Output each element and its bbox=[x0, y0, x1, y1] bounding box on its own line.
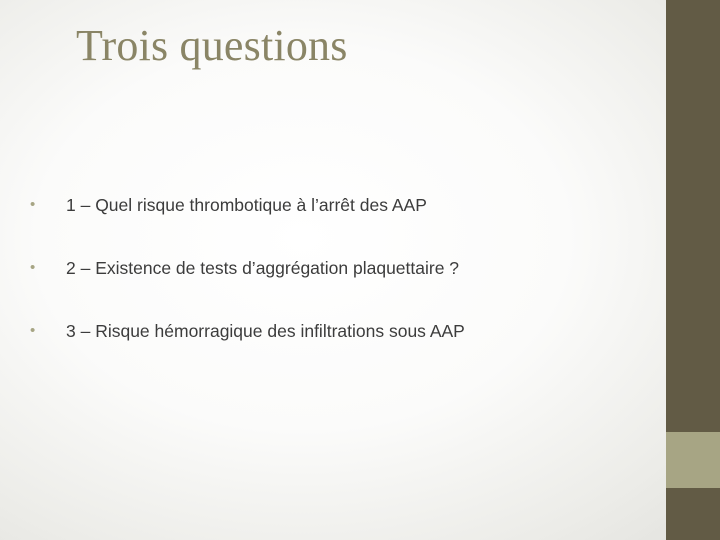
bullet-dot-icon: • bbox=[30, 259, 36, 276]
bullet-dot-icon: • bbox=[30, 196, 36, 213]
side-accent-block bbox=[666, 432, 720, 488]
bullet-text: 1 – Quel risque thrombotique à l’arrêt des AAP bbox=[66, 195, 427, 215]
bullet-dot-icon: • bbox=[30, 322, 36, 339]
slide-title: Trois questions bbox=[76, 21, 348, 70]
bullet-text: 2 – Existence de tests d’aggrégation plaquettaire ? bbox=[66, 258, 460, 278]
bullet-text: 3 – Risque hémorragique des infiltrations sous AAP bbox=[66, 321, 465, 341]
